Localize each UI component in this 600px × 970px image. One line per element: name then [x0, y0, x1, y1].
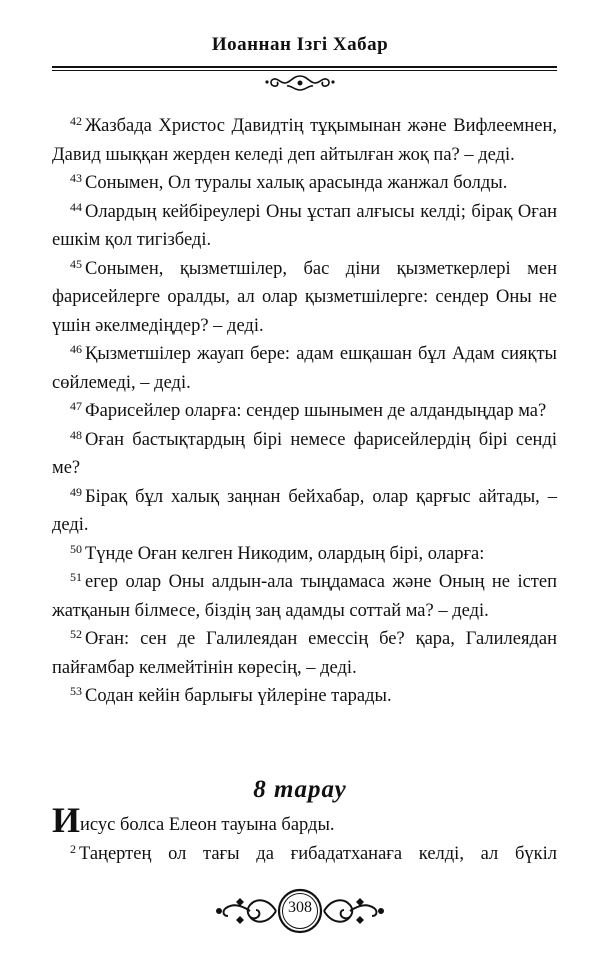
verse-number: 51 — [70, 570, 82, 584]
verse-49 — [52, 483, 557, 540]
verse-52 — [52, 625, 557, 682]
verse-number: 44 — [70, 199, 82, 214]
verse-53 — [52, 682, 557, 711]
header-rule-thick — [52, 66, 557, 68]
verse-number: 48 — [70, 427, 82, 442]
verse-number: 42 — [70, 114, 82, 128]
verse-text: егер олар Оны алдын-ала тыңдамаса және Оның не істеп жатқанын білмесе, біздің заң адамды соттай ма? – деді. — [52, 572, 557, 621]
verse-text: Содан кейін барлығы үйлеріне тарады. — [85, 686, 392, 706]
verse-number: 52 — [70, 627, 82, 641]
header-flourish-icon — [263, 72, 337, 94]
verse-number: 46 — [70, 342, 82, 356]
chapter-verse-1 — [52, 800, 557, 840]
drop-cap: И — [52, 800, 81, 840]
verse-number: 2 — [70, 841, 76, 856]
chapter-heading: 8 тарау — [253, 776, 347, 803]
verse-number: 50 — [70, 541, 82, 556]
verse-text: Қызметшілер жауап бере: адам ешқашан бұл Адам сияқты сөйлемеді, – деді. — [52, 344, 557, 393]
verse-47 — [52, 397, 557, 426]
verse-text: Оған бастықтардың бірі немесе фарисейлердің бірі сенді ме? — [52, 429, 557, 478]
verse-number: 45 — [70, 256, 82, 271]
verse-48 — [52, 426, 557, 483]
verse-number: 43 — [70, 171, 82, 185]
header-rule-thin — [52, 70, 557, 71]
verse-45 — [52, 255, 557, 341]
verse-text: Сонымен, Ол туралы халық арасында жанжал болды. — [85, 173, 508, 193]
verse-42 — [52, 112, 557, 169]
chapter-text — [52, 800, 557, 868]
verse-text: Фарисейлер оларға: сендер шынымен де алдандыңдар ма? — [85, 401, 547, 421]
verse-number: 53 — [70, 684, 82, 698]
verse-text: исус болса Елеон тауына барды. — [80, 815, 335, 835]
verse-text: Жазбада Христос Давидтің тұқымынан және Вифлеемнен, Давид шыққан жерден келеді деп айтылған жоқ па? – деді. — [52, 116, 557, 165]
verse-number: 47 — [70, 399, 82, 413]
verse-number: 49 — [70, 484, 82, 499]
verse-50 — [52, 540, 557, 569]
page-number: 308 — [288, 899, 312, 916]
chapter-verse-2 — [52, 840, 557, 869]
verse-text: Сонымен, қызметшілер, бас діни қызметкерлері мен фарисейлерге оралды, ал олар қызметшілерге: сендер Оны не үшін әкелмедіңдер? – деді. — [52, 258, 557, 336]
running-header: Иоаннан Ізгі Хабар — [211, 34, 389, 55]
verse-text: Бірақ бұл халық заңнан бейхабар, олар қарғыс айтады, – деді. — [52, 486, 557, 535]
verse-51 — [52, 568, 557, 625]
verse-44 — [52, 198, 557, 255]
verse-43 — [52, 169, 557, 198]
verse-list — [52, 112, 557, 711]
verse-text: Олардың кейбіреулері Оны ұстап алғысы келді; бірақ Оған ешкім қол тигізбеді. — [52, 201, 557, 250]
verse-text: Таңертең ол тағы да ғибадатханаға келді, ал бүкіл — [79, 843, 557, 864]
verse-text: Оған: сен де Галилеядан емессің бе? қара, Галилеядан пайғамбар келмейтінін көресің, – деді. — [52, 629, 557, 678]
verse-46 — [52, 340, 557, 397]
verse-text: Түнде Оған келген Никодим, олардың бірі, оларға: — [85, 543, 485, 564]
